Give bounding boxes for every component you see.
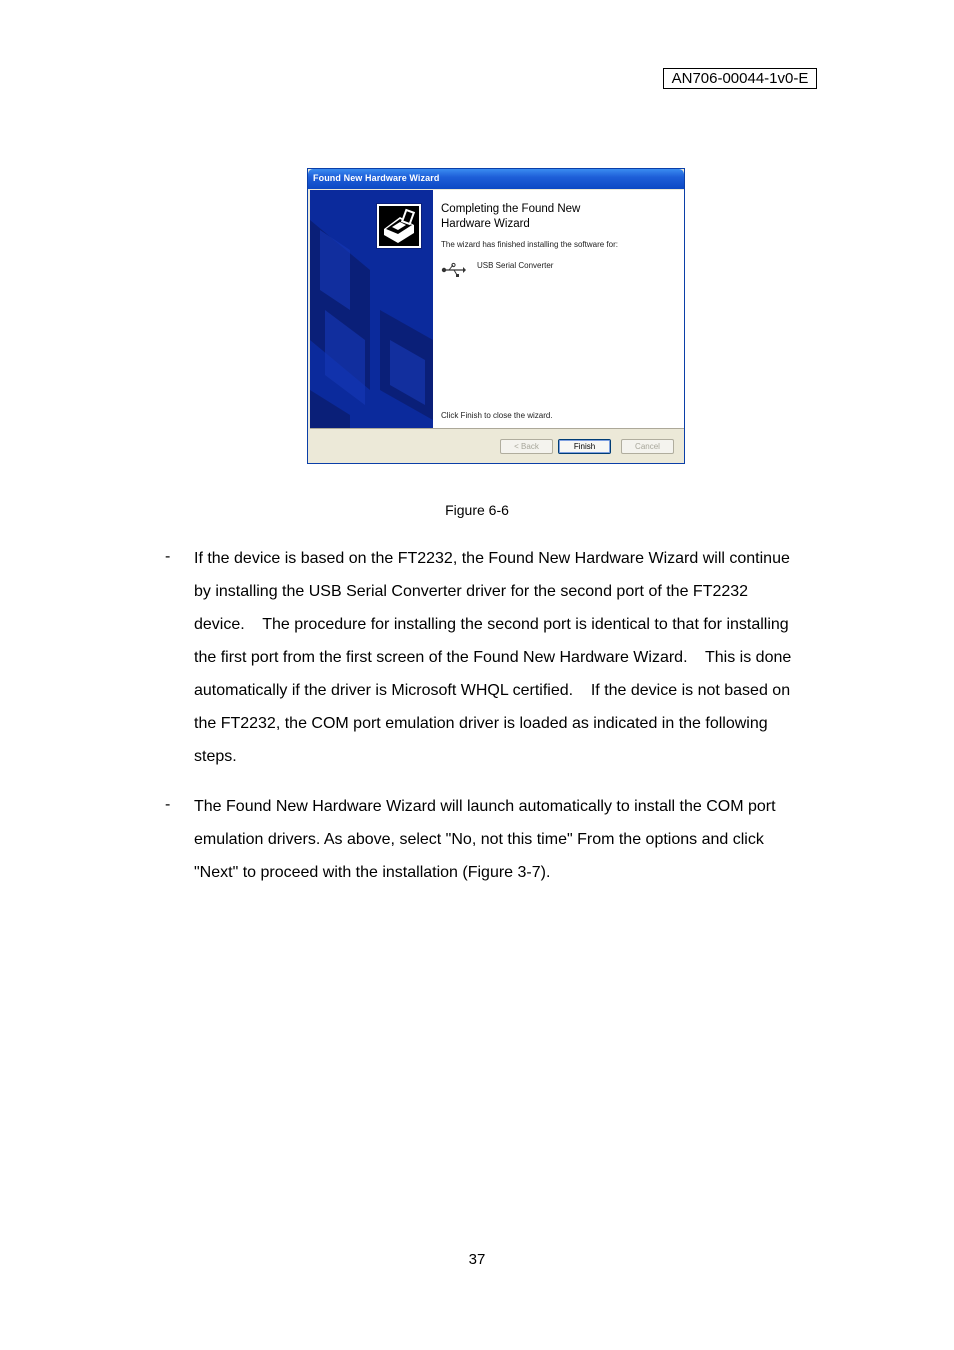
figure-caption: Figure 6-6	[445, 502, 509, 518]
bullet-marker: -	[165, 548, 171, 565]
paragraph-line: the FT2232, the COM port emulation driver is loaded as indicated in the following	[194, 715, 768, 732]
usb-icon	[441, 262, 467, 278]
cancel-button[interactable]: Cancel	[621, 439, 674, 454]
bullet-paragraph	[194, 790, 824, 889]
paragraph-line: device. The procedure for installing the second port is identical to that for installing	[194, 616, 789, 633]
wizard-close-instruction: Click Finish to close the wizard.	[441, 411, 553, 420]
paragraph-line: "Next" to proceed with the installation (Figure 3-7).	[194, 864, 551, 881]
wizard-titlebar	[308, 169, 684, 189]
bullet-paragraph	[194, 542, 824, 773]
paragraph-line: steps.	[194, 748, 237, 765]
device-name: USB Serial Converter	[477, 261, 554, 270]
hardware-wizard-icon	[376, 203, 422, 249]
back-button[interactable]: < Back	[500, 439, 553, 454]
paragraph-line: automatically if the driver is Microsoft WHQL certified. If the device is not based on	[194, 682, 791, 699]
wizard-title: Found New Hardware Wizard	[313, 173, 440, 183]
paragraph-line: The Found New Hardware Wizard will launch automatically to install the COM port	[194, 798, 776, 815]
paragraph-line: If the device is based on the FT2232, the Found New Hardware Wizard will continue	[194, 550, 790, 567]
wizard-finished-text: The wizard has finished installing the software for:	[441, 240, 618, 249]
wizard-content	[441, 190, 681, 428]
wizard-side-banner	[310, 190, 433, 428]
wizard-footer	[310, 428, 684, 463]
paragraph-line: the first port from the first screen of the Found New Hardware Wizard. This is done	[194, 649, 792, 666]
wizard-screenshot	[307, 168, 685, 464]
paragraph-line: emulation drivers. As above, select "No, not this time" From the options and click	[194, 831, 764, 848]
bullet-marker: -	[165, 796, 171, 813]
wizard-heading: Completing the Found New Hardware Wizard	[441, 203, 581, 230]
document-id: AN706-00044-1v0-E	[663, 68, 817, 89]
finish-button[interactable]: Finish	[558, 439, 611, 454]
paragraph-line: by installing the USB Serial Converter driver for the second port of the FT2232	[194, 583, 749, 600]
page-number: 37	[468, 1251, 486, 1268]
wizard-body	[310, 190, 684, 428]
